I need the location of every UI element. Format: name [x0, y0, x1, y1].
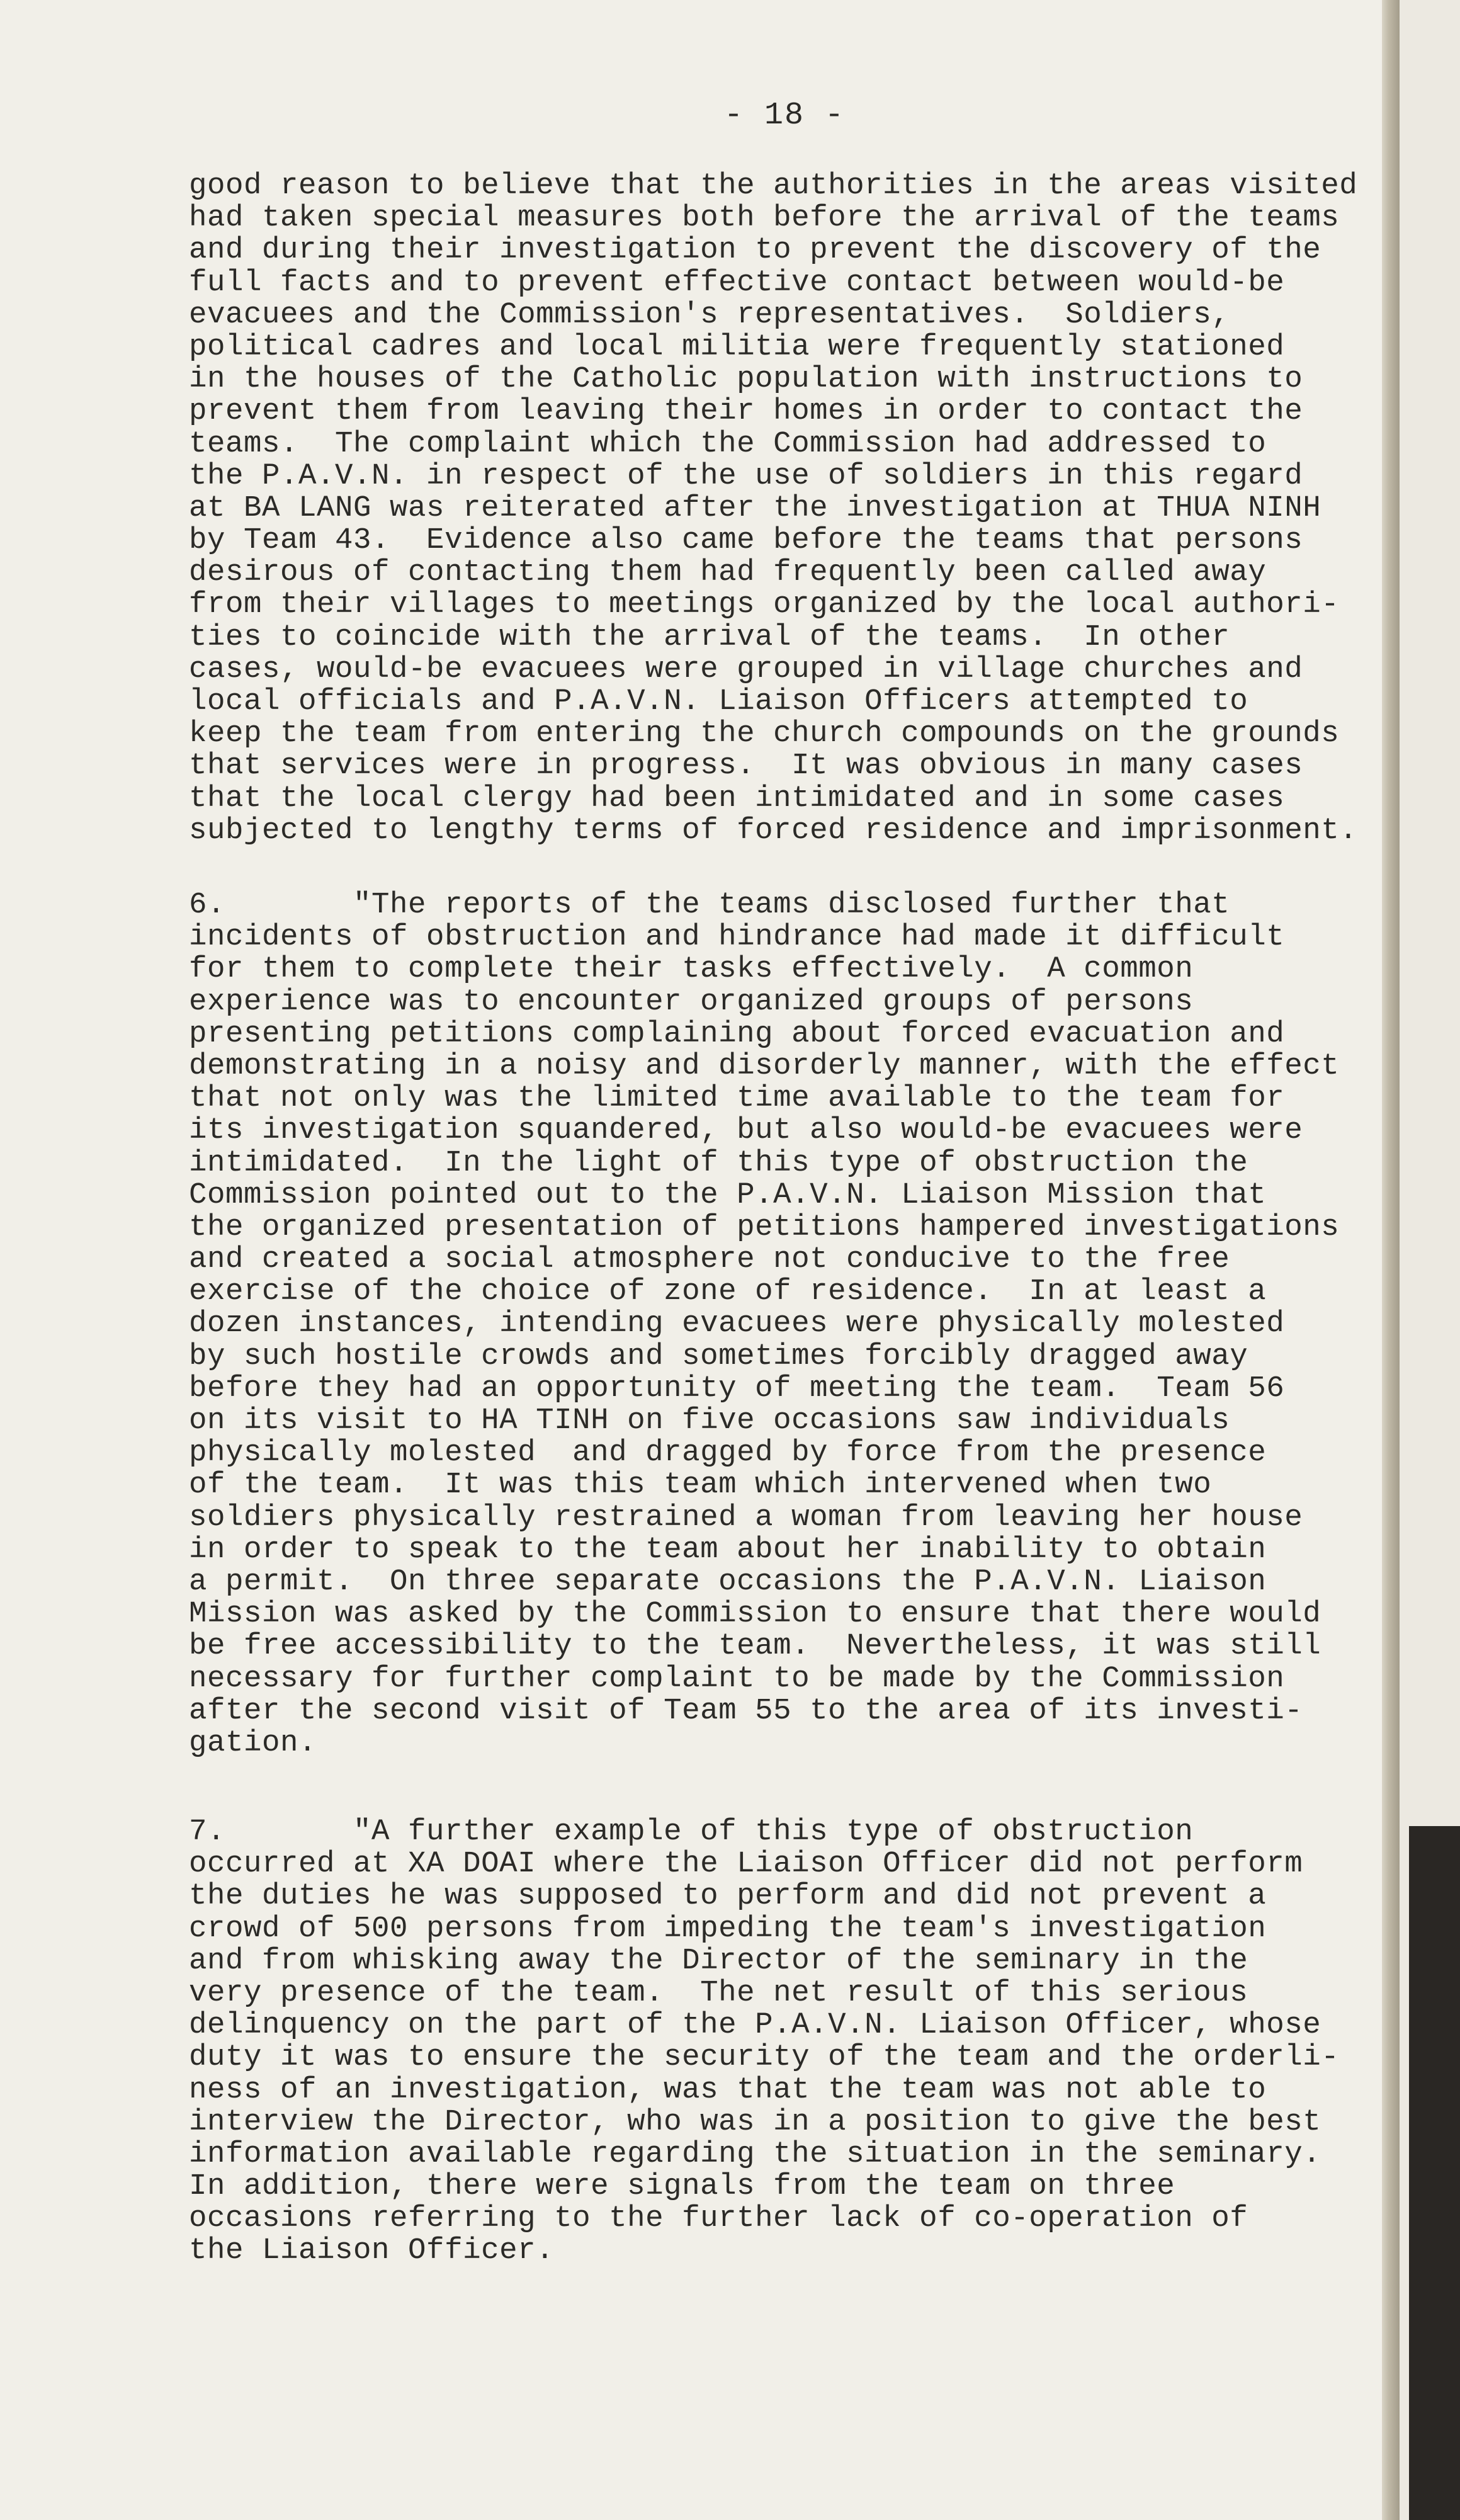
text-line: political cadres and local militia were frequently stationed [189, 329, 1285, 364]
text-line: soldiers physically restrained a woman from leaving her house [189, 1500, 1303, 1535]
text-line: the P.A.V.N. in respect of the use of soldiers in this regard [189, 458, 1303, 493]
text-line: in the houses of the Catholic population with instructions to [189, 362, 1303, 397]
paragraph-6 [189, 889, 1404, 1759]
text-line: crowd of 500 persons from impeding the team's investigation [189, 1911, 1267, 1946]
text-line: evacuees and the Commission's representatives. Soldiers, [189, 297, 1230, 332]
text-line: at BA LANG was reiterated after the investigation at THUA NINH [189, 491, 1321, 525]
text-line: keep the team from entering the church compounds on the grounds [189, 717, 1340, 751]
text-line: be free accessibility to the team. Nevertheless, it was still [189, 1629, 1321, 1664]
text-line: dozen instances, intending evacuees were physically molested [189, 1307, 1285, 1341]
text-line: presenting petitions complaining about forced evacuation and [189, 1016, 1285, 1051]
text-line: intimidated. In the light of this type of obstruction the [189, 1145, 1248, 1180]
text-line: the organized presentation of petitions hampered investigations [189, 1210, 1340, 1244]
text-line: 6. "The reports of the teams disclosed further that [189, 888, 1230, 922]
text-line: prevent them from leaving their homes in order to contact the [189, 394, 1303, 429]
text-line: physically molested and dragged by force from the presence [189, 1436, 1267, 1470]
text-line: had taken special measures both before the arrival of the teams [189, 201, 1340, 236]
text-line: that the local clergy had been intimidated and in some cases [189, 781, 1285, 815]
text-line: from their villages to meetings organized by the local authori- [189, 587, 1340, 622]
text-line: in order to speak to the team about her inability to obtain [189, 1532, 1267, 1567]
text-line: incidents of obstruction and hindrance had made it difficult [189, 920, 1285, 955]
text-line: that services were in progress. It was obvious in many cases [189, 749, 1303, 783]
text-line: desirous of contacting them had frequently been called away [189, 555, 1267, 590]
text-line: a permit. On three separate occasions the P.A.V.N. Liaison [189, 1564, 1267, 1599]
text-line: and created a social atmosphere not conducive to the free [189, 1242, 1230, 1277]
text-line: full facts and to prevent effective contact between would-be [189, 265, 1285, 300]
text-line: 7. "A further example of this type of obstruction [189, 1815, 1194, 1849]
text-line: the Liaison Officer. [189, 2233, 555, 2268]
text-line: and from whisking away the Director of the seminary in the [189, 1943, 1248, 1978]
text-line: local officials and P.A.V.N. Liaison Officers attempted to [189, 684, 1248, 718]
text-line: exercise of the choice of zone of residence. In at least a [189, 1274, 1267, 1309]
text-line: and during their investigation to prevent the discovery of the [189, 233, 1321, 268]
text-line: on its visit to HA TINH on five occasions saw individuals [189, 1404, 1230, 1438]
text-line: Commission pointed out to the P.A.V.N. Liaison Mission that [189, 1178, 1267, 1212]
text-line: very presence of the team. The net result of this serious [189, 1975, 1248, 2010]
text-line: its investigation squandered, but also would-be evacuees were [189, 1113, 1303, 1148]
text-line: necessary for further complaint to be made by the Commission [189, 1661, 1285, 1696]
text-line: of the team. It was this team which intervened when two [189, 1468, 1212, 1502]
text-line: In addition, there were signals from the team on three [189, 2169, 1175, 2204]
text-line: the duties he was supposed to perform and did not prevent a [189, 1879, 1267, 1914]
text-line: for them to complete their tasks effectively. A common [189, 952, 1194, 987]
text-line: demonstrating in a noisy and disorderly manner, with the effect [189, 1048, 1340, 1083]
paragraph-7 [189, 1816, 1404, 2267]
text-line: teams. The complaint which the Commission had addressed to [189, 426, 1267, 461]
text-line: Mission was asked by the Commission to ensure that there would [189, 1597, 1321, 1632]
text-line: subjected to lengthy terms of forced residence and imprisonment. [189, 813, 1358, 848]
text-line: ties to coincide with the arrival of the teams. In other [189, 620, 1230, 654]
text-line: good reason to believe that the authorities in the areas visited [189, 169, 1358, 203]
text-line: occasions referring to the further lack of co-operation of [189, 2201, 1248, 2236]
text-line: by such hostile crowds and sometimes forcibly dragged away [189, 1339, 1248, 1373]
text-line: by Team 43. Evidence also came before the teams that persons [189, 523, 1303, 558]
text-line: information available regarding the situation in the seminary. [189, 2137, 1321, 2171]
text-line: experience was to encounter organized groups of persons [189, 984, 1194, 1019]
text-line: cases, would-be evacuees were grouped in village churches and [189, 652, 1303, 686]
text-line: occurred at XA DOAI where the Liaison Officer did not perform [189, 1847, 1303, 1881]
text-line: that not only was the limited time available to the team for [189, 1081, 1285, 1116]
binding-shadow [1409, 1826, 1460, 2520]
page-number: - 18 - [724, 98, 846, 133]
text-line: duty it was to ensure the security of the team and the orderli- [189, 2040, 1340, 2075]
text-line: ness of an investigation, was that the team was not able to [189, 2072, 1267, 2107]
text-line: before they had an opportunity of meeting the team. Team 56 [189, 1371, 1285, 1405]
text-line: after the second visit of Team 55 to the area of its investi- [189, 1693, 1303, 1728]
text-line: delinquency on the part of the P.A.V.N. Liaison Officer, whose [189, 2008, 1321, 2043]
text-line: interview the Director, who was in a position to give the best [189, 2104, 1321, 2139]
paragraph-continuation [189, 170, 1404, 847]
text-line: gation. [189, 1725, 317, 1760]
